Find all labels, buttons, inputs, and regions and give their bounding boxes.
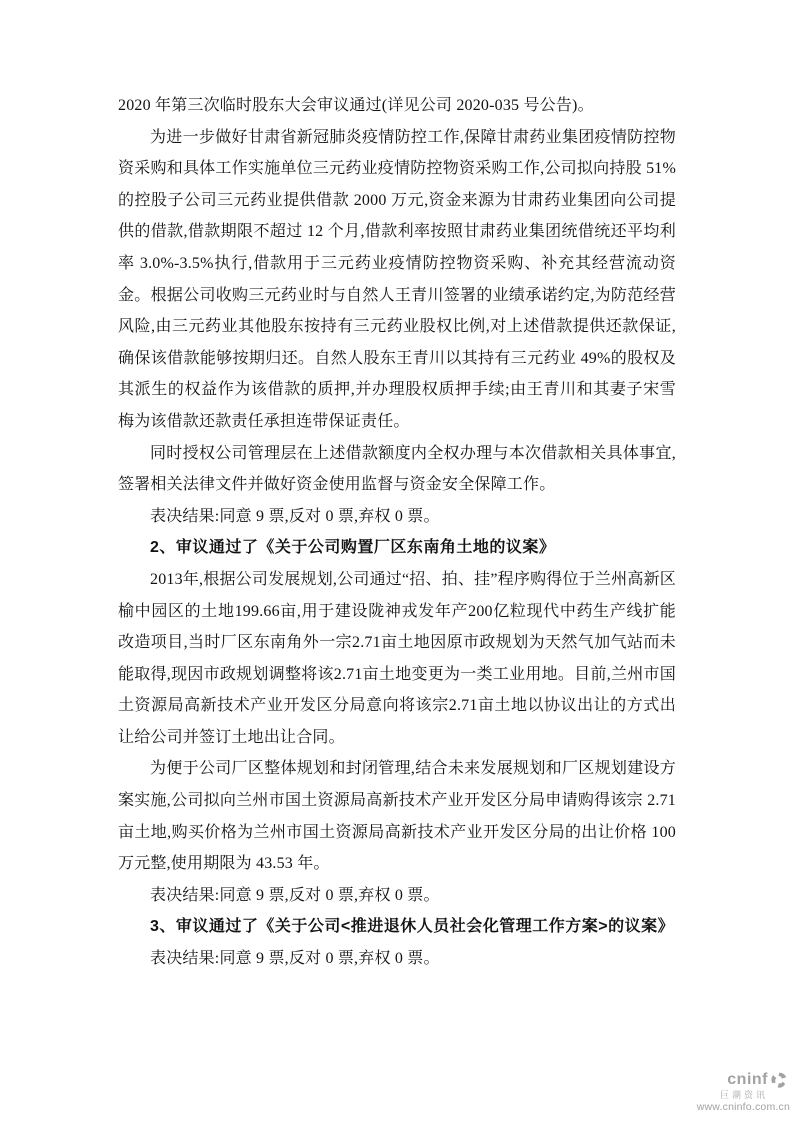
cninfo-swirl-icon [770,1071,788,1089]
vote-result-line: 表决结果:同意 9 票,反对 0 票,弃权 0 票。 [150,507,440,525]
cninfo-logo [727,1071,788,1089]
document-body [118,90,676,975]
paragraph: 同时授权公司管理层在上述借款额度内全权办理与本次借款相关具体事宜,签署相关法律文件并做好资金使用监督与资金安全保障工作。 [118,444,676,494]
paragraph: 为进一步做好甘肃省新冠肺炎疫情防控工作,保障甘肃药业集团疫情防控物资采购和具体工作实施单位三元药业疫情防控物资采购工作,公司拟向持股 51%的控股子公司三元药业提供借款 2000 万元,资金来源为甘肃药业集团向公司提供的借款,借款期限不超过 12 个月,借款利率按照甘肃药业集团统借统还平均利率 3.0%-3.5%执行,借款用于三元药业疫情防控物资采购、补充其经营流动资金。根据公司收购三元药业时与自然人王青川签署的业绩承诺约定,为防范经营风险,由三元药业其他股东按持有三元药业股权比例,对上述借款提供还款保证,确保该借款能够按期归还。自然人股东王青川以其持有三元药业 49%的股权及其派生的权益作为该借款的质押,并办理股权质押手续;由王青川和其妻子宋雪梅为该借款还款责任承担连带保证责任。 [118,128,676,430]
paragraph: 2020 年第三次临时股东大会审议通过(详见公司 2020-035 号公告)。 [118,97,594,114]
paragraph: 2013年,根据公司发展规划,公司通过“招、拍、挂”程序购得位于兰州高新区榆中园区的土地199.66亩,用于建设陇神戎发年产200亿粒现代中药生产线扩能改造项目,当时厂区东南角外一宗2.71亩土地因原市政规划为天然气加气站而未能取得,现因市政规划调整将该2.71亩土地变更为一类工业用地。目前,兰州市国土资源局高新技术产业开发区分局意向将该宗2.71亩土地以协议出让的方式出让给公司并签订土地出让合同。 [118,570,676,746]
agenda-item-3-heading: 3、审议通过了《关于公司<推进退休人员社会化管理工作方案>的议案》 [150,918,675,936]
agenda-item-2-heading: 2、审议通过了《关于公司购置厂区东南角土地的议案》 [150,539,556,557]
vote-result-line: 表决结果:同意 9 票,反对 0 票,弃权 0 票。 [150,950,440,968]
cninfo-url: www.cninfo.com.cn [696,1101,790,1113]
cninfo-brand-text: cninf [727,1071,768,1088]
cninfo-caption: 巨潮资讯 [719,1090,768,1100]
paragraph: 为便于公司厂区整体规划和封闭管理,结合未来发展规划和厂区规划建设方案实施,公司拟向兰州市国土资源局高新技术产业开发区分局申请购得该宗 2.71 亩土地,购买价格为兰州市国土资源局高新技术产业开发区分局的出让价格 100 万元整,使用期限为 43.53 年。 [118,760,676,873]
vote-result-line: 表决结果:同意 9 票,反对 0 票,弃权 0 票。 [150,886,440,904]
cninfo-watermark [697,1071,790,1113]
